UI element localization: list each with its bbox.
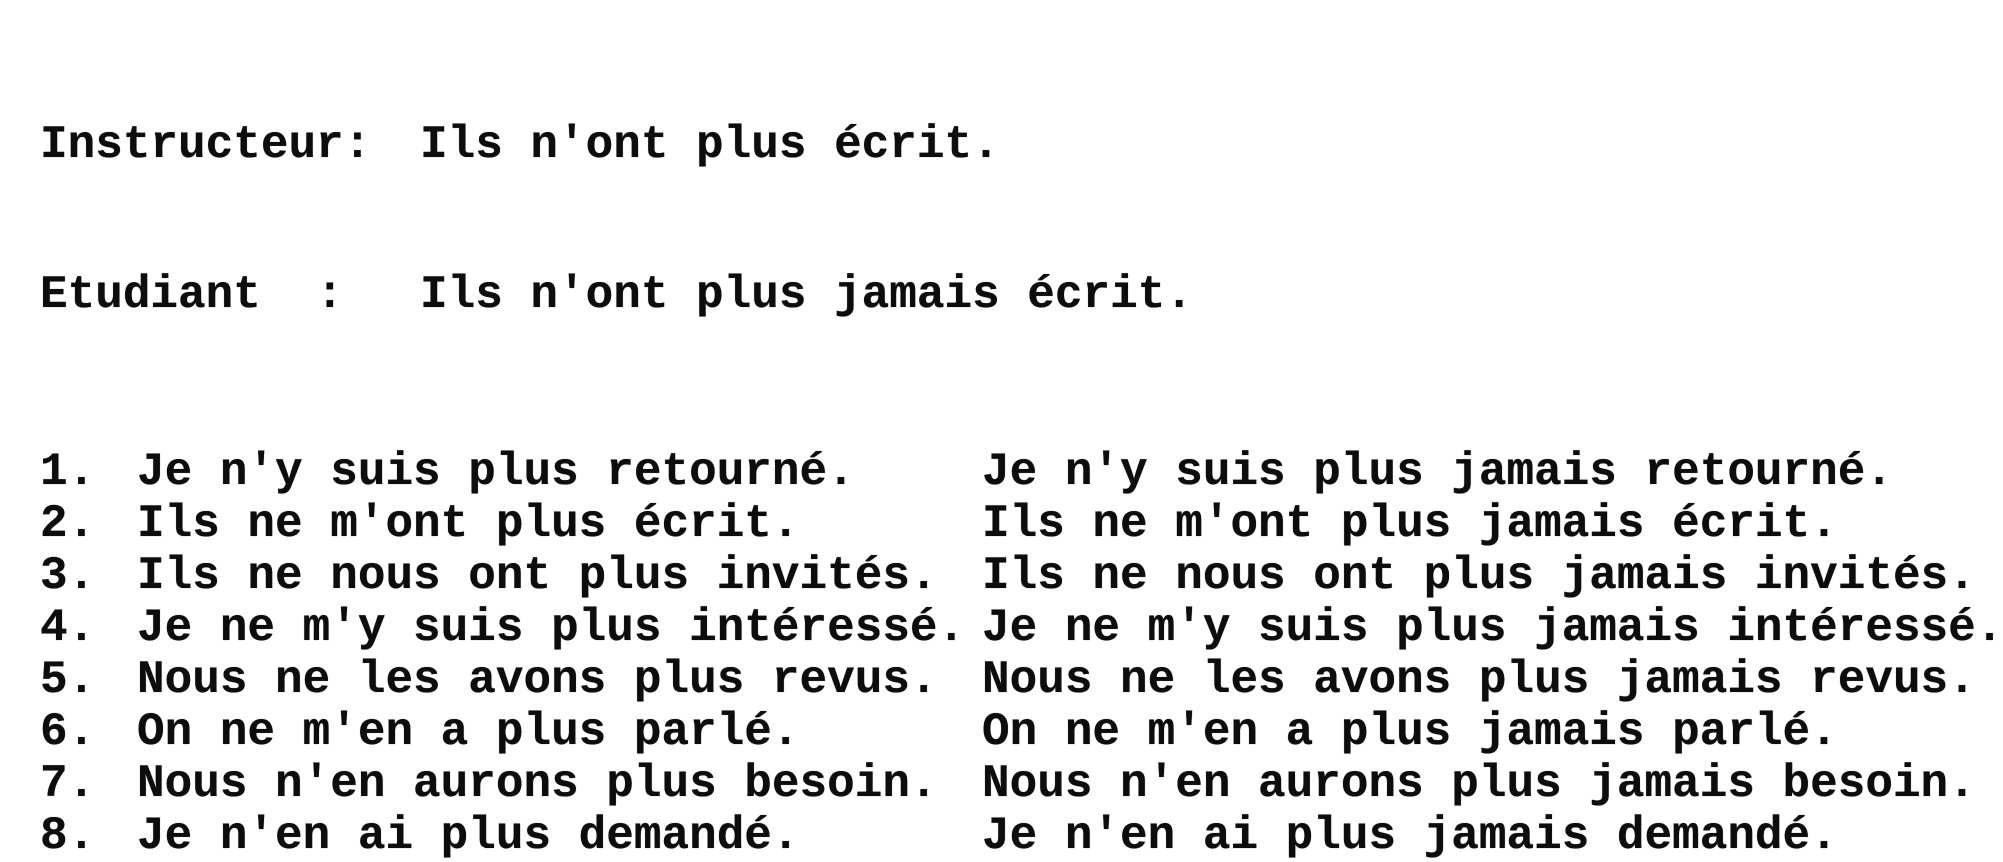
item-number: 7. [40,758,96,810]
student-line [40,270,1934,320]
item-number: 8. [40,810,96,862]
cue-sentence: Nous n'en aurons plus besoin. [137,758,938,810]
cue-sentence: Ils ne nous ont plus invités. [137,550,938,602]
exercise-row-6 [40,706,1934,758]
cue-sentence: Nous ne les avons plus revus. [137,654,938,706]
response-sentence: Ils ne m'ont plus jamais écrit. [982,498,1838,550]
item-number: 6. [40,706,96,758]
cue-sentence: Ils ne m'ont plus écrit. [137,498,800,550]
exercise-row-1 [40,446,1934,498]
cue-sentence: Je n'y suis plus retourné. [137,446,855,498]
response-sentence: Je ne m'y suis plus jamais intéressé. [982,602,2003,654]
exercise-row-5 [40,654,1976,706]
item-number: 5. [40,654,96,706]
response-sentence: Nous n'en aurons plus jamais besoin. [982,758,1976,810]
exercise-row-4 [40,602,2003,654]
exercise-list [40,446,2003,862]
response-sentence: Nous ne les avons plus jamais revus. [982,654,1976,706]
item-number: 1. [40,446,96,498]
instructor-label: Instructeur: [40,119,372,171]
response-sentence: Je n'y suis plus jamais retourné. [982,446,1893,498]
student-label: Etudiant : [40,269,344,321]
response-sentence: Ils ne nous ont plus jamais invités. [982,550,1976,602]
item-number: 3. [40,550,96,602]
cue-sentence: Je ne m'y suis plus intéressé. [137,602,966,654]
instructor-model-sentence: Ils n'ont plus écrit. [420,119,1000,171]
student-model-sentence: Ils n'ont plus jamais écrit. [420,269,1193,321]
cue-sentence: Je n'en ai plus demandé. [137,810,800,862]
response-sentence: On ne m'en a plus jamais parlé. [982,706,1838,758]
exercise-row-2 [40,498,1934,550]
response-sentence: Je n'en ai plus jamais demandé. [982,810,1838,862]
exercise-row-8 [40,810,1934,862]
exercise-row-7 [40,758,1976,810]
item-number: 4. [40,602,96,654]
cue-sentence: On ne m'en a plus parlé. [137,706,800,758]
dialogue-header [40,20,1934,420]
item-number: 2. [40,498,96,550]
instructor-line [40,120,1934,170]
exercise-row-3 [40,550,1976,602]
